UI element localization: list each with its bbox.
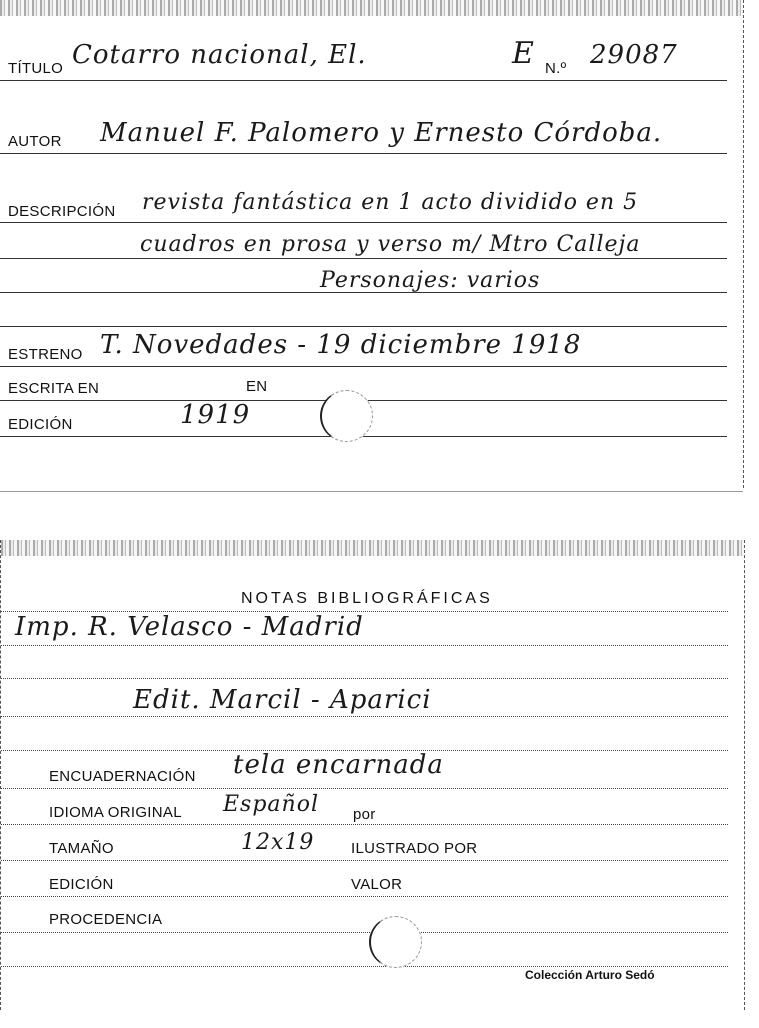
rule: [0, 436, 727, 437]
dotted-rule: [1, 716, 728, 717]
dotted-rule: [1, 896, 728, 897]
dotted-rule: [1, 678, 728, 679]
procedencia-label: PROCEDENCIA: [49, 911, 163, 928]
rule: [0, 366, 727, 367]
torn-edge: [1, 540, 744, 556]
tamano-value: 12x19: [241, 830, 315, 855]
autor-label: AUTOR: [8, 133, 62, 150]
card-separator: [0, 491, 743, 492]
rule: [0, 292, 727, 293]
estreno-value: T. Novedades - 19 diciembre 1918: [100, 330, 582, 360]
descripcion-line-1: revista fantástica en 1 acto dividido en 5: [142, 190, 639, 215]
edicion-label: EDICIÓN: [8, 416, 73, 433]
edicion-value: 1919: [180, 400, 251, 430]
rule: [0, 326, 727, 327]
note-line-1: Imp. R. Velasco - Madrid: [15, 612, 364, 642]
catalog-card-back: [0, 540, 745, 1010]
titulo-value: Cotarro nacional, El.: [72, 40, 367, 70]
catalog-card-front: [0, 0, 744, 488]
encuadernacion-label: ENCUADERNACIÓN: [49, 768, 196, 785]
idioma-value: Español: [223, 792, 319, 817]
tamano-label: TAMAÑO: [49, 840, 114, 857]
descripcion-line-3: Personajes: varios: [320, 268, 541, 293]
numero-value: 29087: [590, 40, 678, 70]
rule: [0, 153, 727, 154]
dotted-rule: [1, 824, 728, 825]
rule: [0, 222, 727, 223]
dotted-rule: [1, 966, 728, 967]
titulo-label: TÍTULO: [8, 60, 64, 77]
dotted-rule: [1, 860, 728, 861]
edicion2-label: EDICIÓN: [49, 876, 114, 893]
encuadernacion-value: tela encarnada: [233, 750, 444, 780]
en-label: EN: [246, 378, 268, 395]
rule: [0, 258, 727, 259]
note-line-2: Edit. Marcil - Aparici: [133, 685, 432, 715]
descripcion-label: DESCRIPCIÓN: [8, 203, 116, 220]
rule: [0, 80, 727, 81]
descripcion-line-2: cuadros en prosa y verso m/ Mtro Calleja: [140, 232, 641, 257]
punch-hole: [320, 390, 373, 442]
dotted-rule: [1, 932, 728, 933]
autor-value: Manuel F. Palomero y Ernesto Córdoba.: [100, 118, 663, 148]
collection-credit: Colección Arturo Sedó: [525, 968, 655, 982]
en-prefix: E: [512, 36, 535, 71]
estreno-label: ESTRENO: [8, 346, 83, 363]
valor-label: VALOR: [351, 876, 403, 893]
dotted-rule: [1, 788, 728, 789]
punch-hole: [369, 916, 422, 968]
ilustrado-label: ILUSTRADO POR: [351, 840, 478, 857]
dotted-rule: [1, 645, 728, 646]
por-label: por: [353, 806, 376, 823]
notas-heading: NOTAS BIBLIOGRÁFICAS: [241, 590, 493, 607]
numero-label: N.º: [545, 60, 567, 77]
idioma-label: IDIOMA ORIGINAL: [49, 804, 182, 821]
escrita-en-label: ESCRITA EN: [8, 380, 100, 397]
torn-edge: [0, 0, 743, 16]
